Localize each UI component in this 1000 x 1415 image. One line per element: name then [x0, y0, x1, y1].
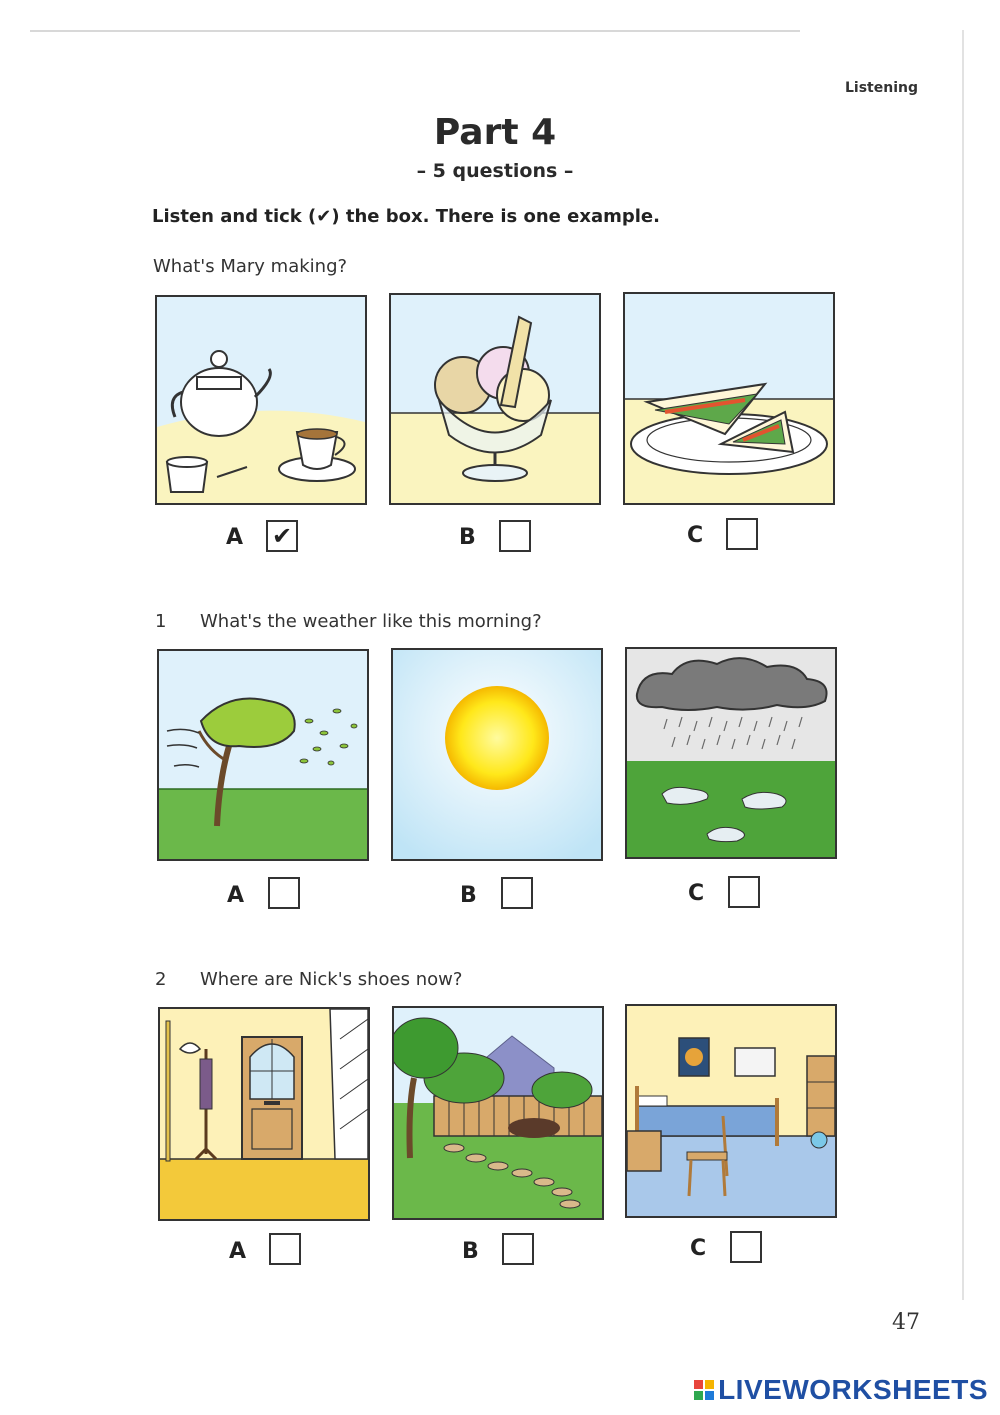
- q1-option-b-letter: B: [460, 883, 477, 908]
- garden-illustration: [394, 1008, 602, 1218]
- page-subtitle: – 5 questions –: [416, 160, 574, 182]
- bedroom-illustration: [627, 1006, 835, 1216]
- example-option-b-letter: B: [459, 525, 476, 550]
- q2-option-a-letter: A: [229, 1239, 247, 1264]
- question-2-text: Where are Nick's shoes now?: [200, 969, 463, 990]
- q1-option-a-letter: A: [227, 883, 245, 908]
- windy-tree-illustration: [159, 651, 367, 859]
- liveworksheets-logo-text: LIVEWORKSHEETS: [718, 1374, 988, 1405]
- question-1-number: 1: [155, 611, 167, 632]
- right-edge: [962, 30, 964, 1300]
- instruction-text: Listen and tick (✔) the box. There is one example.: [152, 206, 660, 227]
- q2-option-a-checkbox[interactable]: [269, 1233, 301, 1265]
- q1-option-c-checkbox[interactable]: [728, 876, 760, 908]
- q2-option-b-letter: B: [462, 1239, 479, 1264]
- rainy-picture: [625, 647, 837, 859]
- sandwich-picture: [623, 292, 835, 505]
- windy-picture: [157, 649, 369, 861]
- q2-option-b-checkbox[interactable]: [502, 1233, 534, 1265]
- q1-option-a-checkbox[interactable]: [268, 877, 300, 909]
- liveworksheets-logo[interactable]: [694, 1374, 988, 1406]
- garden-picture: [392, 1006, 604, 1220]
- teapot-cup-illustration: [157, 297, 365, 503]
- sunny-picture: [391, 648, 603, 861]
- ice-cream-picture: [389, 293, 601, 505]
- top-edge: [30, 30, 800, 32]
- sun-illustration: [393, 650, 601, 859]
- sandwich-illustration: [625, 294, 833, 503]
- bedroom-picture: [625, 1004, 837, 1218]
- q2-option-c-checkbox[interactable]: [730, 1231, 762, 1263]
- section-label: Listening: [845, 80, 918, 96]
- liveworksheets-logo-icon: [694, 1380, 714, 1400]
- example-option-c-checkbox[interactable]: [726, 518, 758, 550]
- q2-option-c-letter: C: [690, 1236, 707, 1261]
- page-number: 47: [892, 1310, 920, 1335]
- hallway-door-illustration: [160, 1009, 368, 1219]
- tea-picture: [155, 295, 367, 505]
- page-title: Part 4: [433, 112, 557, 153]
- question-2-number: 2: [155, 969, 167, 990]
- question-1-text: What's the weather like this morning?: [200, 611, 542, 632]
- example-option-a-letter: A: [226, 525, 244, 550]
- example-option-b-checkbox[interactable]: [499, 520, 531, 552]
- example-option-a-checkbox[interactable]: ✔: [266, 520, 298, 552]
- ice-cream-illustration: [391, 295, 599, 503]
- hallway-picture: [158, 1007, 370, 1221]
- q1-option-c-letter: C: [688, 881, 705, 906]
- example-question: What's Mary making?: [153, 256, 348, 277]
- example-option-c-letter: C: [687, 523, 704, 548]
- rain-cloud-illustration: [627, 649, 835, 857]
- q1-option-b-checkbox[interactable]: [501, 877, 533, 909]
